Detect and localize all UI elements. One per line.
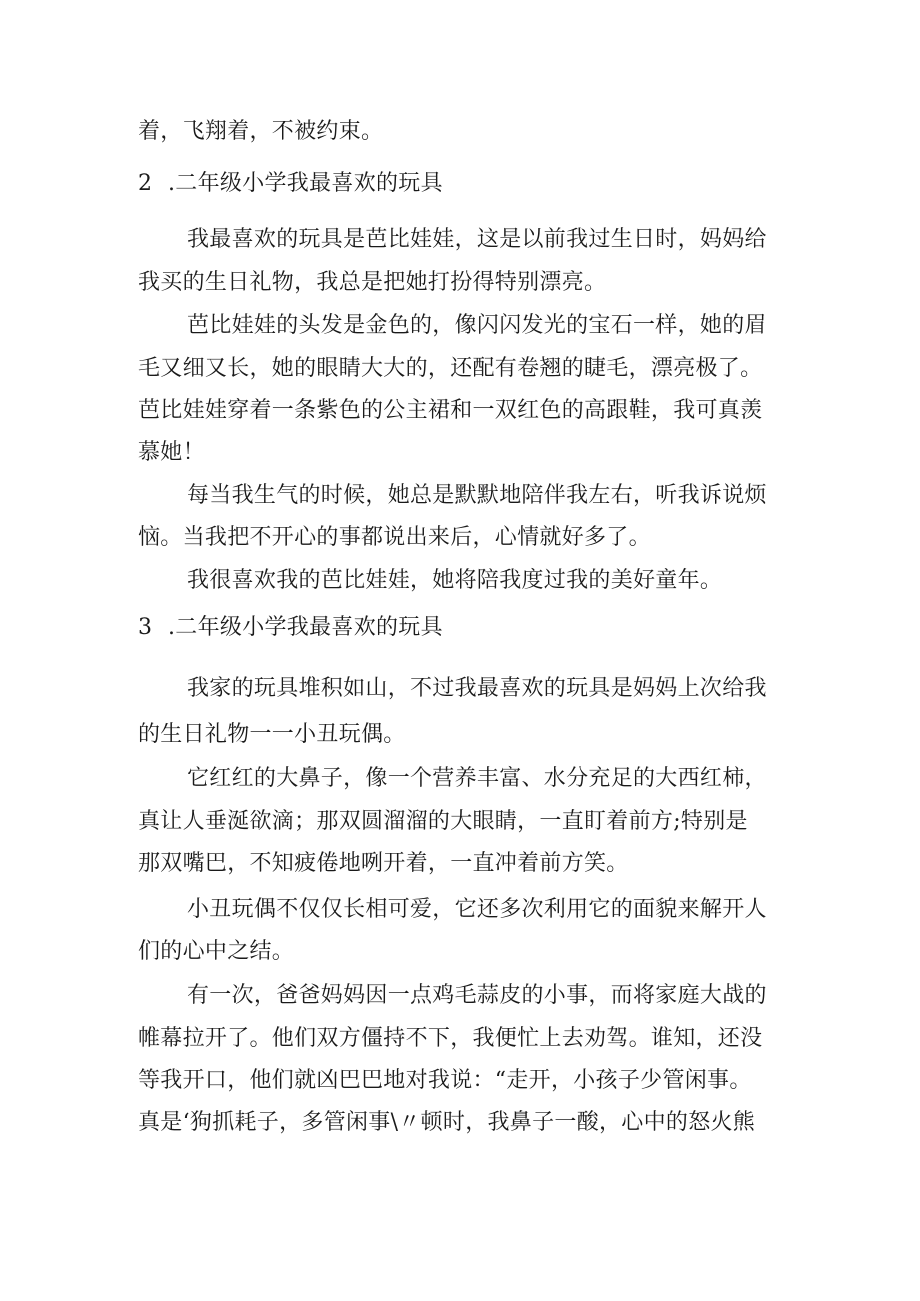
section-title: .二年级小学我最喜欢的玩具: [168, 171, 443, 196]
paragraph-line: 慕她！: [138, 440, 205, 465]
paragraph-line: 芭比娃娃穿着一条紫色的公主裙和一双红色的高跟鞋，我可真羡: [138, 398, 763, 423]
section-number: 2: [138, 171, 153, 196]
paragraph-line: 我买的生日礼物，我总是把她打扮得特别漂亮。: [138, 270, 607, 295]
paragraph-line: 芭比娃娃的头发是金色的，像闪闪发光的宝石一样，她的眉: [187, 313, 767, 338]
paragraph-line: 着，飞翔着，不被约束。: [138, 119, 384, 144]
paragraph-line: 恼。当我把不开心的事都说出来后，心情就好多了。: [138, 525, 651, 550]
paragraph-line: 的生日礼物一一小丑玩偶。: [138, 722, 406, 747]
paragraph-line: 真是‘狗抓耗子，多管闲事\〃顿时，我鼻子一酸，心中的怒火熊: [138, 1110, 756, 1135]
paragraph-line: 毛又细又长，她的眼睛大大的，还配有卷翘的睫毛，漂亮极了。: [138, 356, 763, 381]
paragraph-line: 小丑玩偶不仅仅长相可爱，它还多次利用它的面貌来解开人: [187, 897, 767, 922]
section-heading: [138, 613, 443, 643]
paragraph-line: 有一次，爸爸妈妈因一点鸡毛蒜皮的小事，而将家庭大战的: [187, 983, 767, 1008]
paragraph-line: 它红红的大鼻子，像一个营养丰富、水分充足的大西红柿，: [187, 766, 767, 791]
section-heading: [138, 169, 443, 199]
paragraph-line: 我很喜欢我的芭比娃娃，她将陪我度过我的美好童年。: [187, 568, 723, 593]
paragraph-line: 我最喜欢的玩具是芭比娃娃，这是以前我过生日时，妈妈给: [187, 227, 767, 252]
paragraph-line: 真让人垂涎欲滴；那双圆溜溜的大眼睛，一直盯着前方;特别是: [138, 809, 748, 834]
section-title: .二年级小学我最喜欢的玩具: [168, 615, 443, 640]
section-number: 3: [138, 615, 153, 640]
paragraph-line: 等我开口，他们就凶巴巴地对我说：“走开，小孩子少管闲事。: [138, 1068, 752, 1093]
paragraph-line: 我家的玩具堆积如山，不过我最喜欢的玩具是妈妈上次给我: [187, 676, 767, 701]
paragraph-line: 那双嘴巴，不知疲倦地咧开着，一直冲着前方笑。: [138, 851, 629, 876]
paragraph-line: 帷幕拉开了。他们双方僵持不下，我便忙上去劝驾。谁知，还没: [138, 1026, 763, 1051]
paragraph-line: 们的心中之结。: [138, 939, 295, 964]
paragraph-line: 每当我生气的时候，她总是默默地陪伴我左右，听我诉说烦: [187, 483, 767, 508]
